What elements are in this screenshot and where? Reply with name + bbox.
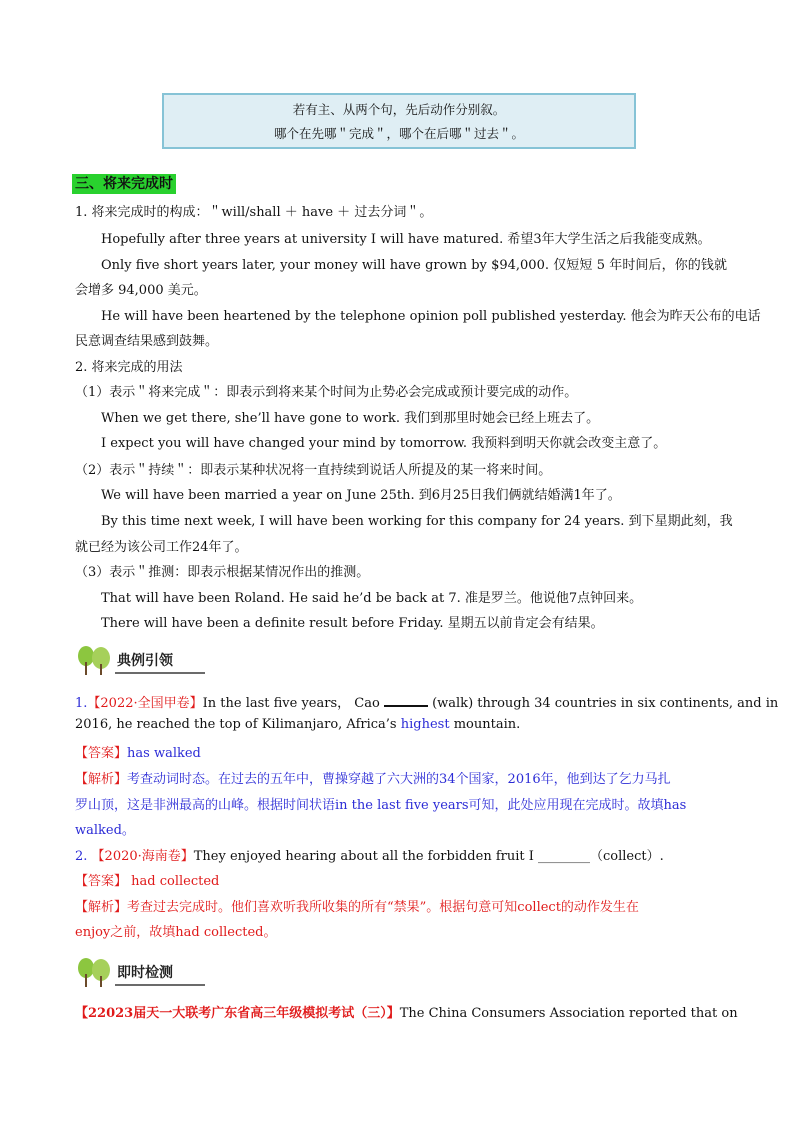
question-2-line [75,845,664,864]
banner-rule [115,984,205,986]
analysis-label: 【解析】 [75,772,128,787]
answer-blank [384,694,428,707]
item2-heading: 2. 将来完成的用法 [75,360,183,375]
question-1-analysis-line2: 罗山顶，这是非洲最高的山峰。根据时间状语in the last five years可知，此处应用现在完成时。故填has [75,798,687,813]
usage-1-example-2: I expect you will have changed your mind by tomorrow. 我预料到明天你就会改变主意了。 [101,436,667,451]
question-1-line1 [75,692,778,711]
answer-text: has walked [127,746,201,761]
usage-3: （3）表示＂推测：即表示根据某情况作出的推测。 [75,565,370,580]
question-1-line2-end: mountain. [449,717,521,732]
question-1-analysis-line3: walked。 [75,823,135,838]
answer-text: had collected [127,874,220,889]
question-3-line [75,1002,738,1021]
tip-line-2: 哪个在先哪＂完成＂，哪个在后哪＂过去＂。 [273,126,524,141]
usage-1: （1）表示＂将来完成＂：即表示到将来某个时间为止势必会完成或预计要完成的动作。 [75,385,578,400]
question-2-number: 2. [75,849,88,864]
tree-icon [75,644,115,676]
example-3-line2: 民意调查结果感到鼓舞。 [75,334,219,349]
question-1-number: 1. [75,696,88,711]
question-1-text-a: In the last five years， Cao [202,696,380,711]
question-2-analysis-line2: enjoy之前，故填had collected。 [75,925,277,940]
tree-icon [75,956,115,988]
highlighted-word: highest [400,717,450,732]
answer-label: 【答案】 [75,746,128,761]
usage-1-example-1: When we get there, she’ll have gone to work. 我们到那里时她会已经上班去了。 [101,411,600,426]
question-3-source: 【22023届天一大联考广东省高三年级模拟考试（三）】 [75,1006,400,1021]
examples-banner-title: 典例引领 [117,653,173,669]
usage-2-example-1: We will have been married a year on June 25th. 到6月25日我们俩就结婚满1年了。 [101,488,621,503]
question-1-analysis-line1 [75,768,671,787]
examples-banner [75,644,205,676]
answer-label: 【答案】 [75,874,128,889]
usage-2: （2）表示＂持续＂：即表示某种状况将一直持续到说话人所提及的某一将来时间。 [75,463,552,478]
question-2-source: 【2020·海南卷】 [91,849,194,864]
question-2-answer [75,870,219,889]
example-1: Hopefully after three years at university I will have matured. 希望3年大学生活之后我能变成熟。 [101,232,711,247]
question-1-source: 【2022·全国甲卷】 [87,696,203,711]
example-2-line1: Only five short years later, your money will have grown by $94,000. 仅短短 5 年时间后，你的钱就 [101,258,727,273]
analysis-text: 考查过去完成时。他们喜欢听我所收集的所有“禁果”。根据句意可知collect的动作发生在 [127,900,639,915]
usage-2-example-2-line2: 就已经为该公司工作24年了。 [75,540,248,555]
question-3-text: The China Consumers Association reported that on [399,1006,738,1021]
practice-banner-title: 即时检测 [117,965,173,981]
usage-3-example-2: There will have been a definite result before Friday. 星期五以前肯定会有结果。 [101,616,604,631]
usage-2-example-2-line1: By this time next week, I will have been working for this company for 24 years. 到下星期此刻，我 [101,514,733,529]
example-3-line1: He will have been heartened by the telephone opinion poll published yesterday. 他会为昨天公布的电话 [101,309,761,324]
question-1-text-b: (walk) through 34 countries in six continents, and in [432,696,779,711]
question-2-analysis-line1 [75,896,639,915]
analysis-text: 考查动词时态。在过去的五年中，曹操穿越了六大洲的34个国家，2016年，他到达了乞力马扎 [127,772,671,787]
practice-banner [75,956,205,988]
question-1-line2-text: 2016, he reached the top of Kilimanjaro, Africa’s [75,717,401,732]
example-2-line2: 会增多 94,000 美元。 [75,283,207,298]
usage-3-example-1: That will have been Roland. He said he’d be back at 7. 准是罗兰。他说他7点钟回来。 [101,591,643,606]
question-2-text: They enjoyed hearing about all the forbidden fruit I ________（collect）. [193,849,664,864]
banner-rule [115,672,205,674]
section-title: 三、将来完成时 [72,174,176,194]
question-1-answer [75,742,201,761]
analysis-label: 【解析】 [75,900,128,915]
item1-heading: 1. 将来完成时的构成：＂will/shall ＋ have ＋ 过去分词＂。 [75,205,433,220]
question-1-line2 [75,717,520,732]
tip-box [162,93,636,149]
tip-line-1: 若有主、从两个句，先后动作分别叙。 [292,102,506,117]
